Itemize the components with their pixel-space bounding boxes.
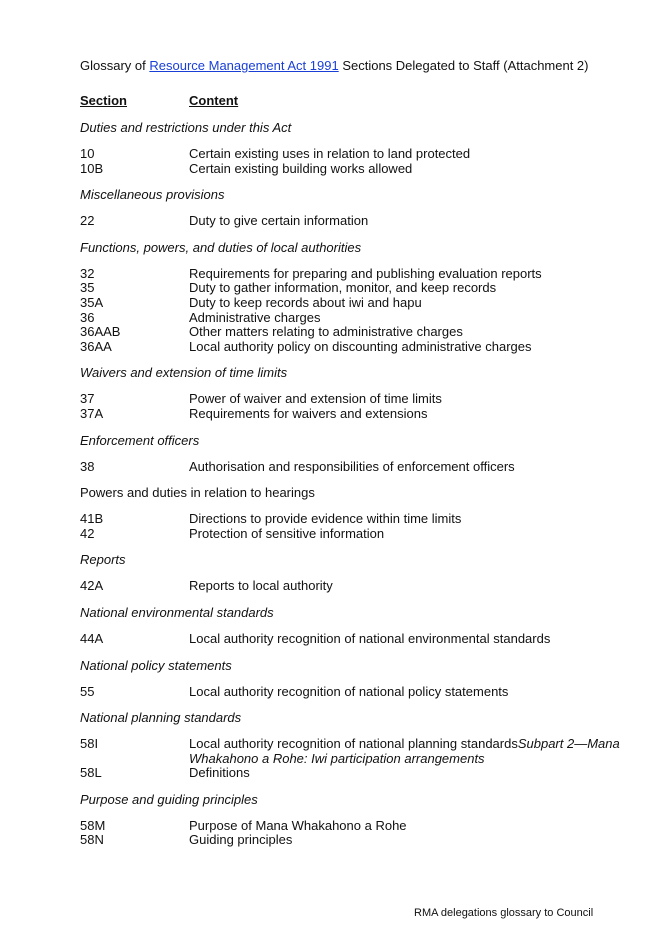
section-number: 22 [80,213,95,229]
glossary-row [80,281,630,296]
group-title: Reports [80,552,126,568]
glossary-row [80,147,630,162]
content-text: Protection of sensitive information [189,525,385,541]
section-content [189,579,630,594]
glossary-group [80,433,630,475]
section-content [189,281,630,296]
group-title: National policy statements [80,657,232,673]
glossary-group [80,710,630,781]
section-content [189,147,630,162]
section-number: 10 [80,146,95,161]
section-content [189,833,630,848]
document-page [80,58,630,859]
glossary-row [80,632,630,647]
content-text: Certain existing uses in relation to land protected [189,146,471,161]
content-text: Administrative charges [189,309,321,325]
section-number: 37A [80,405,104,421]
glossary-row [80,527,630,542]
section-content [189,460,630,475]
section-content [189,527,630,542]
section-number: 55 [80,683,95,699]
glossary-group [80,658,630,700]
group-title: National planning standards [80,710,242,726]
section-content [189,340,630,355]
glossary-row [80,392,630,407]
section-number: 41B [80,511,104,527]
glossary-row [80,296,630,311]
glossary-row [80,766,630,781]
page-title [80,58,630,74]
section-number: 42A [80,578,104,594]
content-text: Directions to provide evidence within time limits [189,511,462,527]
section-column-header: Section [80,93,127,108]
section-number: 44A [80,630,104,646]
glossary-row [80,267,630,282]
glossary-group [80,552,630,594]
glossary-groups [80,120,630,848]
glossary-group [80,485,630,541]
group-title: Miscellaneous provisions [80,187,225,203]
group-title: Enforcement officers [80,432,200,448]
content-text: Local authority recognition of national environmental standards [189,630,551,646]
section-content [189,325,630,340]
section-content [189,512,630,527]
group-title: National environmental standards [80,604,274,620]
section-number: 32 [80,265,95,281]
section-number: 58I [80,736,99,752]
glossary-row [80,214,630,229]
glossary-group [80,187,630,229]
glossary-group [80,120,630,176]
section-number: 35 [80,280,95,296]
glossary-group [80,365,630,421]
section-content [189,819,630,834]
content-text: Local authority recognition of national planning standards [189,736,518,752]
content-text: Power of waiver and extension of time limits [189,391,442,407]
section-content [189,296,630,311]
glossary-row [80,407,630,422]
content-text: Guiding principles [189,832,293,848]
section-number: 35A [80,294,104,310]
group-title: Functions, powers, and duties of local authorities [80,239,362,255]
section-number: 42 [80,525,95,541]
content-text: Other matters relating to administrative charges [189,324,463,340]
content-text: Definitions [189,765,250,781]
glossary-row [80,819,630,834]
section-content [189,311,630,326]
section-number: 36AAB [80,324,121,340]
section-number: 10B [80,160,104,176]
glossary-group [80,605,630,647]
glossary-group [80,240,630,355]
group-title: Duties and restrictions under this Act [80,120,292,135]
section-content [189,766,630,781]
glossary-row [80,162,630,177]
glossary-row [80,340,630,355]
title-suffix: Sections Delegated to Staff (Attachment 2) [338,58,589,73]
glossary-row [80,460,630,475]
section-content [189,214,630,229]
glossary-row [80,512,630,527]
section-number: 58N [80,832,104,848]
group-title: Purpose and guiding principles [80,791,258,807]
section-content [189,162,630,177]
glossary-row [80,833,630,848]
section-content [189,267,630,282]
content-text: Reports to local authority [189,578,333,594]
glossary-row [80,737,630,766]
section-content [189,685,630,700]
content-text: Purpose of Mana Whakahono a Rohe [189,817,407,833]
content-column-header: Content [189,93,239,108]
group-title: Waivers and extension of time limits [80,365,288,381]
section-number: 36 [80,309,95,325]
content-text: Authorisation and responsibilities of enforcement officers [189,458,515,474]
content-text: Duty to keep records about iwi and hapu [189,294,422,310]
section-content [189,632,630,647]
content-text: Duty to give certain information [189,213,369,229]
section-content [189,392,630,407]
glossary-row [80,579,630,594]
content-text: Duty to gather information, monitor, and keep records [189,280,497,296]
content-text: Requirements for preparing and publishing evaluation reports [189,265,542,281]
act-link[interactable]: Resource Management Act 1991 [149,58,339,73]
content-text: Requirements for waivers and extensions [189,405,428,421]
column-headers [80,93,630,109]
title-prefix: Glossary of [80,58,150,73]
content-text: Certain existing building works allowed [189,160,413,176]
glossary-row [80,311,630,326]
content-text: Local authority policy on discounting administrative charges [189,338,532,354]
section-number: 37 [80,391,95,407]
section-number: 58L [80,765,102,781]
glossary-group [80,792,630,848]
section-content [189,407,630,422]
section-number: 38 [80,458,95,474]
section-number: 36AA [80,338,112,354]
page-footer: RMA delegations glossary to Council [414,907,594,919]
content-subpart-heading: Subpart 2—Mana Whakahono a Rohe: Iwi participation arrangements [189,736,620,766]
section-number: 58M [80,817,106,833]
glossary-row [80,325,630,340]
section-content [189,737,630,766]
glossary-row [80,685,630,700]
group-title: Powers and duties in relation to hearings [80,485,315,501]
content-text: Local authority recognition of national policy statements [189,683,509,699]
